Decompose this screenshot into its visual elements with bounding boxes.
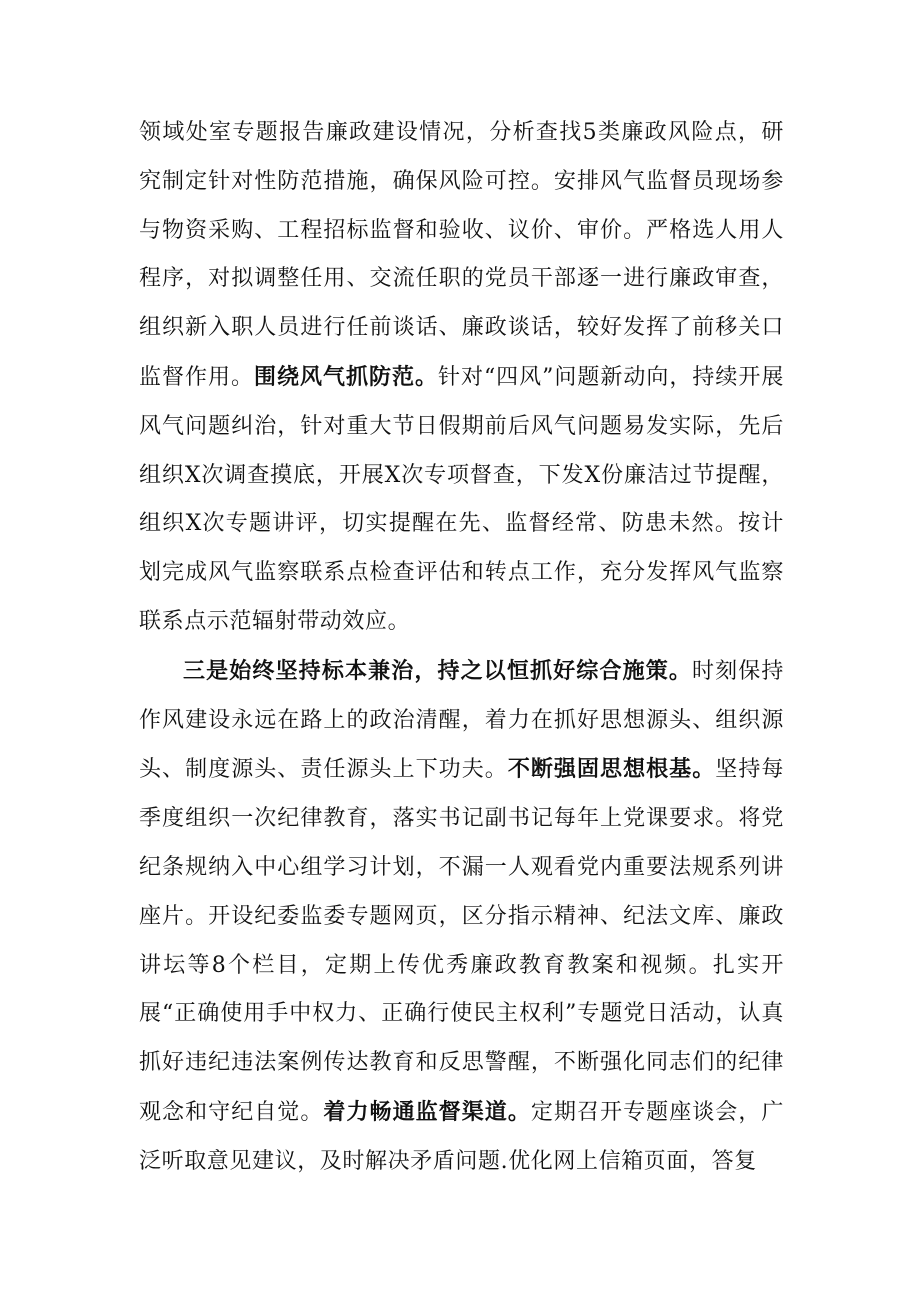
paragraph-2-subheading-1: 不断强固思想根基。 bbox=[507, 756, 716, 783]
paragraph-1-text-a: 领域处室专题报告廉政建设情况，分析查找5类廉政风险点，研究制定针对性防范措施，确保风险可控。安排风气监督员现场参与物资采购、工程招标监督和验收、议价、审价。严格选人用人程序，对拟调整任用、交流任职的党员干部逐一进行廉政审查，组织新入职人员进行任前谈话、廉政谈话，较好发挥了前移关口监督作用。 bbox=[139, 120, 784, 390]
paragraph-2-text-b: 时刻保持作风建设永远在路上的政治清醒，着力在抓好思想源头、组织源头、制度源头、责任源头上下功夫。 bbox=[139, 658, 785, 783]
paragraph-2-subheading-2: 着力畅通监督渠道。 bbox=[323, 1098, 531, 1125]
paragraph-2-heading: 三是始终坚持标本兼治，持之以恒抓好综合施策。 bbox=[183, 657, 692, 684]
paragraph-2-text-f: 定期召开专题座谈会，广泛听取意见建议，及时解决矛盾问题.优化网上信箱页面，答复 bbox=[139, 1099, 784, 1174]
body-text bbox=[139, 109, 784, 1187]
paragraph-1-text-c: 针对“四风”问题新动向，持续开展风气问题纠治，针对重大节日假期前后风气问题易发实际，先后组织X次调查摸底，开展X次专项督查，下发X份廉洁过节提醒，组织X次专题讲评，切实提醒在先、监督经常、防患未然。按计划完成风气监察联系点检查评估和转点工作，充分发挥风气监察联系点示范辐射带动效应。 bbox=[139, 364, 784, 634]
paragraph-2 bbox=[139, 647, 784, 1187]
paragraph-1-heading: 围绕风气抓防范。 bbox=[253, 363, 438, 390]
paragraph-2-text-d: 坚持每季度组织一次纪律教育，落实书记副书记每年上党课要求。将党纪条规纳入中心组学习计划，不漏一人观看党内重要法规系列讲座片。开设纪委监委专题网页，区分指示精神、纪法文库、廉政讲坛等8个栏目，定期上传优秀廉政教育教案和视频。扎实开展“正确使用手中权力、正确行使民主权利”专题党日活动，认真抓好违纪违法案例传达教育和反思警醒，不断强化同志们的纪律观念和守纪自觉。 bbox=[139, 757, 784, 1125]
paragraph-1 bbox=[139, 109, 784, 647]
